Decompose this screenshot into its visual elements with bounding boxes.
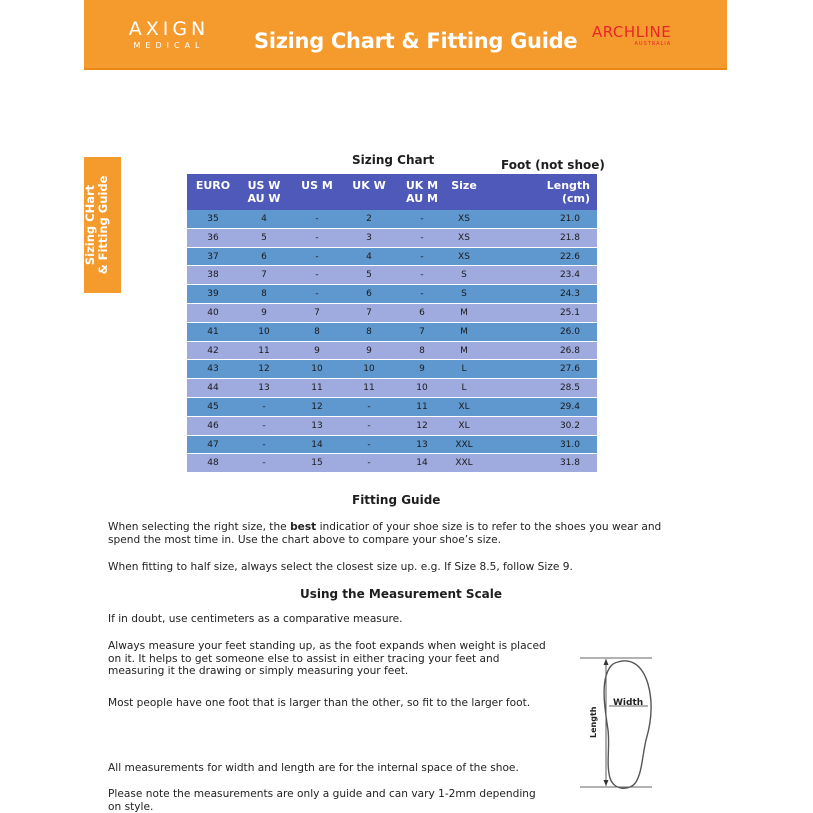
- table-row: [187, 398, 597, 417]
- table-cell: 21.0: [559, 214, 580, 224]
- table-cell: 10: [363, 364, 375, 375]
- length-arrow-top: [604, 659, 609, 665]
- table-cell: 45: [207, 401, 219, 412]
- table-cell: 4: [366, 251, 372, 262]
- axign-logo: [120, 18, 218, 51]
- table-cell: 9: [261, 307, 267, 318]
- table-cell: -: [367, 420, 371, 431]
- table-cell: S: [461, 270, 467, 281]
- table-cell: 35: [207, 214, 219, 224]
- table-row: [187, 360, 597, 379]
- table-cell: 23.4: [559, 270, 580, 281]
- column-header: Size: [451, 179, 477, 192]
- table-cell: XS: [458, 251, 470, 262]
- fitting-p1-bold: best: [290, 521, 317, 533]
- table-cell: 6: [366, 289, 372, 300]
- table-cell: 12: [258, 364, 270, 375]
- table-row: [187, 266, 597, 285]
- table-cell: 39: [207, 289, 219, 300]
- table-cell: 12: [416, 420, 428, 431]
- side-tab-text: [84, 160, 110, 290]
- measurement-scale-heading: Using the Measurement Scale: [300, 587, 503, 601]
- table-cell: -: [315, 214, 319, 224]
- scale-paragraph-1: If in doubt, use centimeters as a comparative measure.: [108, 613, 403, 625]
- table-cell: 7: [314, 307, 320, 318]
- table-cell: 7: [261, 270, 267, 281]
- table-row: [187, 342, 597, 361]
- table-cell: -: [262, 401, 266, 412]
- column-header: US W AU W: [247, 179, 281, 205]
- table-cell: 7: [366, 307, 372, 318]
- column-header: UK W: [352, 179, 386, 192]
- archline-logo-name: ARCHLINE: [592, 23, 672, 41]
- table-cell: 12: [311, 401, 323, 412]
- table-cell: -: [315, 289, 319, 300]
- table-cell: 8: [261, 289, 267, 300]
- table-cell: XS: [458, 214, 470, 224]
- side-tab: [84, 157, 121, 293]
- table-cell: 11: [258, 345, 270, 356]
- table-row: [187, 417, 597, 436]
- table-cell: 9: [314, 345, 320, 356]
- table-cell: -: [262, 458, 266, 469]
- table-row: [187, 229, 597, 248]
- table-cell: 13: [416, 439, 428, 450]
- table-cell: 10: [311, 364, 323, 375]
- table-cell: 44: [207, 383, 219, 394]
- scale-paragraph-3: Most people have one foot that is larger than the other, so fit to the larger foot.: [108, 697, 531, 709]
- table-cell: 11: [311, 383, 323, 394]
- header-banner: [84, 0, 727, 70]
- table-cell: 38: [207, 270, 219, 281]
- table-cell: -: [420, 232, 424, 243]
- scale-paragraph-5: Please note the measurements are only a guide and can vary 1-2mm depending on style.: [108, 788, 536, 813]
- table-cell: XL: [458, 401, 470, 412]
- length-label: Length: [589, 706, 598, 738]
- table-cell: 14: [416, 458, 428, 469]
- foot-measurement-diagram: [580, 650, 660, 796]
- fitting-guide-heading: Fitting Guide: [352, 493, 441, 507]
- table-cell: M: [460, 326, 468, 337]
- table-cell: 5: [366, 270, 372, 281]
- scale-paragraph-4: All measurements for width and length are for the internal space of the shoe.: [108, 762, 519, 774]
- table-cell: 15: [311, 458, 323, 469]
- table-cell: 6: [261, 251, 267, 262]
- table-cell: 11: [416, 401, 428, 412]
- table-row: [187, 210, 597, 229]
- table-cell: 9: [366, 345, 372, 356]
- table-cell: -: [420, 270, 424, 281]
- table-cell: -: [367, 458, 371, 469]
- table-cell: -: [262, 439, 266, 450]
- axign-logo-sub: MEDICAL: [133, 41, 205, 50]
- table-cell: -: [420, 251, 424, 262]
- table-cell: S: [461, 289, 467, 300]
- table-cell: 47: [207, 439, 219, 450]
- scale-paragraph-2: Always measure your feet standing up, as the foot expands when weight is placed on it. It helps to get someone else to assist in either tracing your feet and measuring it the drawing or simply measuring your feet.: [108, 640, 546, 678]
- table-cell: 27.6: [559, 364, 580, 375]
- table-cell: 13: [258, 383, 270, 394]
- fitting-paragraph-2: When fitting to half size, always select the closest size up. e.g. If Size 8.5, follow Size 9.: [108, 561, 573, 573]
- column-header: US M: [301, 179, 333, 192]
- table-cell: 48: [207, 458, 219, 469]
- table-row: [187, 323, 597, 342]
- foot-outline-icon: [604, 661, 651, 788]
- table-cell: 11: [363, 383, 375, 394]
- fitting-paragraph-1: [108, 521, 688, 546]
- table-cell: 10: [258, 326, 270, 337]
- table-cell: 26.0: [559, 326, 580, 337]
- table-cell: 31.0: [559, 439, 580, 450]
- axign-logo-name: AXIGN: [128, 18, 210, 40]
- table-cell: XXL: [455, 439, 473, 450]
- table-cell: -: [420, 214, 424, 224]
- table-cell: 24.3: [559, 289, 580, 300]
- table-row: [187, 248, 597, 267]
- table-cell: -: [367, 401, 371, 412]
- fitting-p1-start: When selecting the right size, the: [108, 521, 291, 533]
- table-cell: 10: [416, 383, 428, 394]
- table-cell: -: [262, 420, 266, 431]
- table-cell: L: [461, 364, 467, 375]
- table-cell: 40: [207, 307, 219, 318]
- table-cell: 37: [207, 251, 219, 262]
- table-cell: -: [367, 439, 371, 450]
- sizing-table: [187, 174, 597, 473]
- fitting-p1-end: indicatior of your shoe size is to refer to the shoes you wear and spend the most time in. Use the chart above to compare your shoe’s size.: [108, 521, 662, 546]
- table-cell: -: [315, 270, 319, 281]
- table-cell: -: [420, 289, 424, 300]
- table-row: [187, 285, 597, 304]
- table-cell: 6: [419, 307, 425, 318]
- table-cell: 30.2: [559, 420, 580, 431]
- table-cell: 8: [419, 345, 425, 356]
- table-cell: 22.6: [559, 251, 580, 262]
- table-row: [187, 304, 597, 323]
- table-cell: XS: [458, 232, 470, 243]
- sizing-chart-title: Sizing Chart: [352, 153, 435, 167]
- table-cell: L: [461, 383, 467, 394]
- table-cell: 26.8: [559, 345, 580, 356]
- column-header: UK M AU M: [405, 179, 439, 205]
- table-cell: 42: [207, 345, 219, 356]
- table-cell: 2: [366, 214, 372, 224]
- table-cell: M: [460, 345, 468, 356]
- table-cell: 7: [419, 326, 425, 337]
- table-row: [187, 454, 597, 473]
- table-cell: 3: [366, 232, 372, 243]
- table-cell: 4: [261, 214, 267, 224]
- archline-logo: [592, 24, 671, 47]
- table-row: [187, 379, 597, 398]
- table-cell: XXL: [455, 458, 473, 469]
- table-cell: -: [315, 232, 319, 243]
- table-cell: 25.1: [559, 307, 580, 318]
- table-cell: 31.8: [559, 458, 580, 469]
- table-cell: 46: [207, 420, 219, 431]
- table-row: [187, 436, 597, 455]
- table-cell: 28.5: [559, 383, 580, 394]
- table-cell: -: [315, 251, 319, 262]
- table-cell: 8: [314, 326, 320, 337]
- side-tab-line2: & Fitting Guide: [96, 175, 110, 275]
- table-cell: 36: [207, 232, 219, 243]
- page-title: Sizing Chart & Fitting Guide: [254, 29, 578, 53]
- table-cell: 5: [261, 232, 267, 243]
- side-tab-line1: Sizing CHart: [83, 184, 97, 266]
- table-cell: 14: [311, 439, 323, 450]
- table-cell: 8: [366, 326, 372, 337]
- sizing-table-body: [187, 210, 597, 473]
- table-cell: 43: [207, 364, 219, 375]
- column-header: EURO: [195, 179, 231, 192]
- table-cell: M: [460, 307, 468, 318]
- table-cell: 21.8: [559, 232, 580, 243]
- sizing-table-header: [187, 174, 597, 210]
- width-label: Width: [613, 698, 644, 708]
- table-cell: 29.4: [559, 401, 580, 412]
- length-arrow-bottom: [604, 780, 609, 786]
- table-cell: 13: [311, 420, 323, 431]
- table-cell: 9: [419, 364, 425, 375]
- table-cell: 41: [207, 326, 219, 337]
- archline-logo-sub: AUSTRALIA: [634, 41, 672, 47]
- column-header: Length (cm): [546, 179, 590, 205]
- table-cell: XL: [458, 420, 470, 431]
- foot-note-title: Foot (not shoe): [501, 158, 605, 172]
